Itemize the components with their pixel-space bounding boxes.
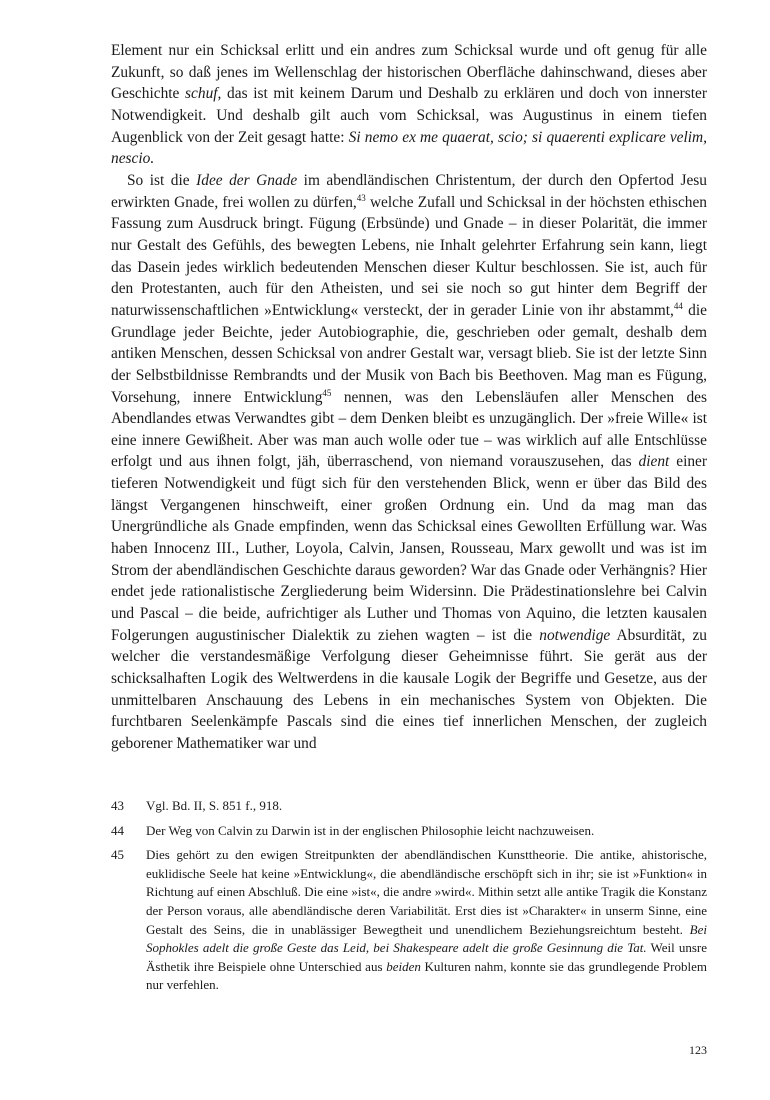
footnote-text: Dies gehört zu den ewigen Streitpunkten der abendländischen Kunsttheorie. Die antike, ahistorische, euklidische Seele hat keine »Entwicklung«, die abendländische erschöpft sich in ihr; sie ist »Funktion« in Richtung auf einen Abschluß. Die eine »ist«, die andre »wird«. Mithin setzt alle antike Tragik die Konstanz der Person voraus, alle abendländische deren Variabilität. Erst dies ist »Charakter« in unserm Sinne, eine Gestalt des Seins, die in unablässiger Bewegtheit und unendlichem Beziehungsreichtum besteht. Bei Sophokles adelt die große Geste das Leid, bei Shakespeare adelt die große Gesinnung die Tat. Weil unsre Ästhetik ihre Beispiele ohne Unterschied aus beiden Kulturen nahm, konnte sie das grundlegende Problem nur verfehlen. bbox=[146, 847, 707, 993]
footnote-44 bbox=[111, 822, 707, 841]
paragraph-2: So ist die Idee der Gnade im abendländischen Christentum, der durch den Opfertod Jesu erwirkten Gnade, frei wollen zu dürfen,$^{43}$ welche Zufall und Schicksal in der höchsten ethischen Fassung zum Ausdruck bringt. Fügung (Erbsünde) und Gnade – in dieser Polarität, die immer nur Gestalt des Gefühls, des bewegten Lebens, nie Inhalt gelehrter Erfahrung sein kann, liegt das Dasein jedes wirklich bedeutenden Menschen dieser Kultur beschlossen. Sie ist, auch für den Protestanten, auch für den Atheisten, und sei sie noch so gut hinter dem Begriff der naturwissenschaftlichen »Entwicklung« versteckt, der in gerader Linie von ihr abstammt,$^{44}$ die Grundlage jeder Beichte, jeder Autobiographie, die, geschrieben oder gemalt, deshalb dem antiken Menschen, dessen Schicksal von andrer Gestalt war, versagt blieb. Sie ist der letzte Sinn der Selbstbildnisse Rembrandts und der Musik von Bach bis Beethoven. Mag man es Fügung, Vorsehung, innere Entwicklung$^{45}$ nennen, was den Lebensläufen aller Menschen des Abendlandes etwas Verwandtes gibt – dem Denken bleibt es unzugänglich. Der »freie Wille« ist eine innere Gewißheit. Aber was man auch wolle oder tue – was wirklich auf alle Entschlüsse erfolgt und aus ihnen folgt, jäh, überraschend, von niemand vorauszusehen, das dient einer tieferen Notwendigkeit und fügt sich für den verstehenden Blick, wenn er über das Bild des längst Vergangenen hinschweift, einer großen Ordnung ein. Und da mag man das Unergründliche als Gnade empfinden, wenn das Schicksal eines Gewollten Erfüllung war. Was haben Innocenz III., Luther, Loyola, Calvin, Jansen, Rousseau, Marx gewollt und was ist im Strom der abendländischen Geschichte daraus geworden? War das Gnade oder Verhängnis? Hier endet jede rationalistische Zergliederung beim Widersinn. Die Prädestinationslehre bei Calvin und Pascal – die beide, aufrichtiger als Luther und Thomas von Aquino, die letzten kausalen Folgerungen augustinischer Dialektik zu ziehen wagten – ist die notwendige Absurdität, zu welcher die verstandesmäßige Verfolgung dieser Geheimnisse führt. Sie gerät aus der schicksalhaften Logik des Weltwerdens in die kausale Logik der Begriffe und Gesetze, aus der unmittelbaren Anschauung des Lebens in ein mechanisches System von Objekten. Die furchtbaren Seelenkämpfe Pascals sind die eines tief innerlichen Menschen, der zugleich geborener Mathematiker war und bbox=[111, 171, 707, 752]
footnote-43 bbox=[111, 797, 707, 816]
paragraph-1: Element nur ein Schicksal erlitt und ein andres zum Schicksal wurde und oft genug für alle Zukunft, so daß jenes im Wellenschlag der historischen Oberfläche dahinschwand, dieses aber Geschichte schuf, das ist mit keinem Darum und Deshalb zu erklären und doch von innerster Notwendigkeit. Und deshalb gilt auch vom Schicksal, was Augustinus in einem tiefen Augenblick von der Zeit gesagt hatte: Si nemo ex me quaerat, scio; si quaerenti explicare velim, nescio. bbox=[111, 42, 707, 168]
footnote-45 bbox=[111, 846, 707, 995]
footnote-ref-43[interactable]: 43 bbox=[356, 192, 366, 203]
footnote-number: 45 bbox=[111, 847, 124, 863]
footnote-text: Der Weg von Calvin zu Darwin ist in der englischen Philosophie leicht nachzuweisen. bbox=[146, 822, 595, 838]
page-number: 123 bbox=[689, 1043, 707, 1057]
main-text bbox=[111, 40, 707, 755]
footnote-number: 44 bbox=[111, 822, 124, 838]
footnotes bbox=[111, 797, 707, 1001]
footnote-text: Vgl. Bd. II, S. 851 f., 918. bbox=[146, 798, 283, 813]
footnote-ref-45[interactable]: 45 bbox=[322, 387, 332, 398]
footnote-ref-44[interactable]: 44 bbox=[673, 300, 683, 311]
footnote-number: 43 bbox=[111, 798, 124, 813]
